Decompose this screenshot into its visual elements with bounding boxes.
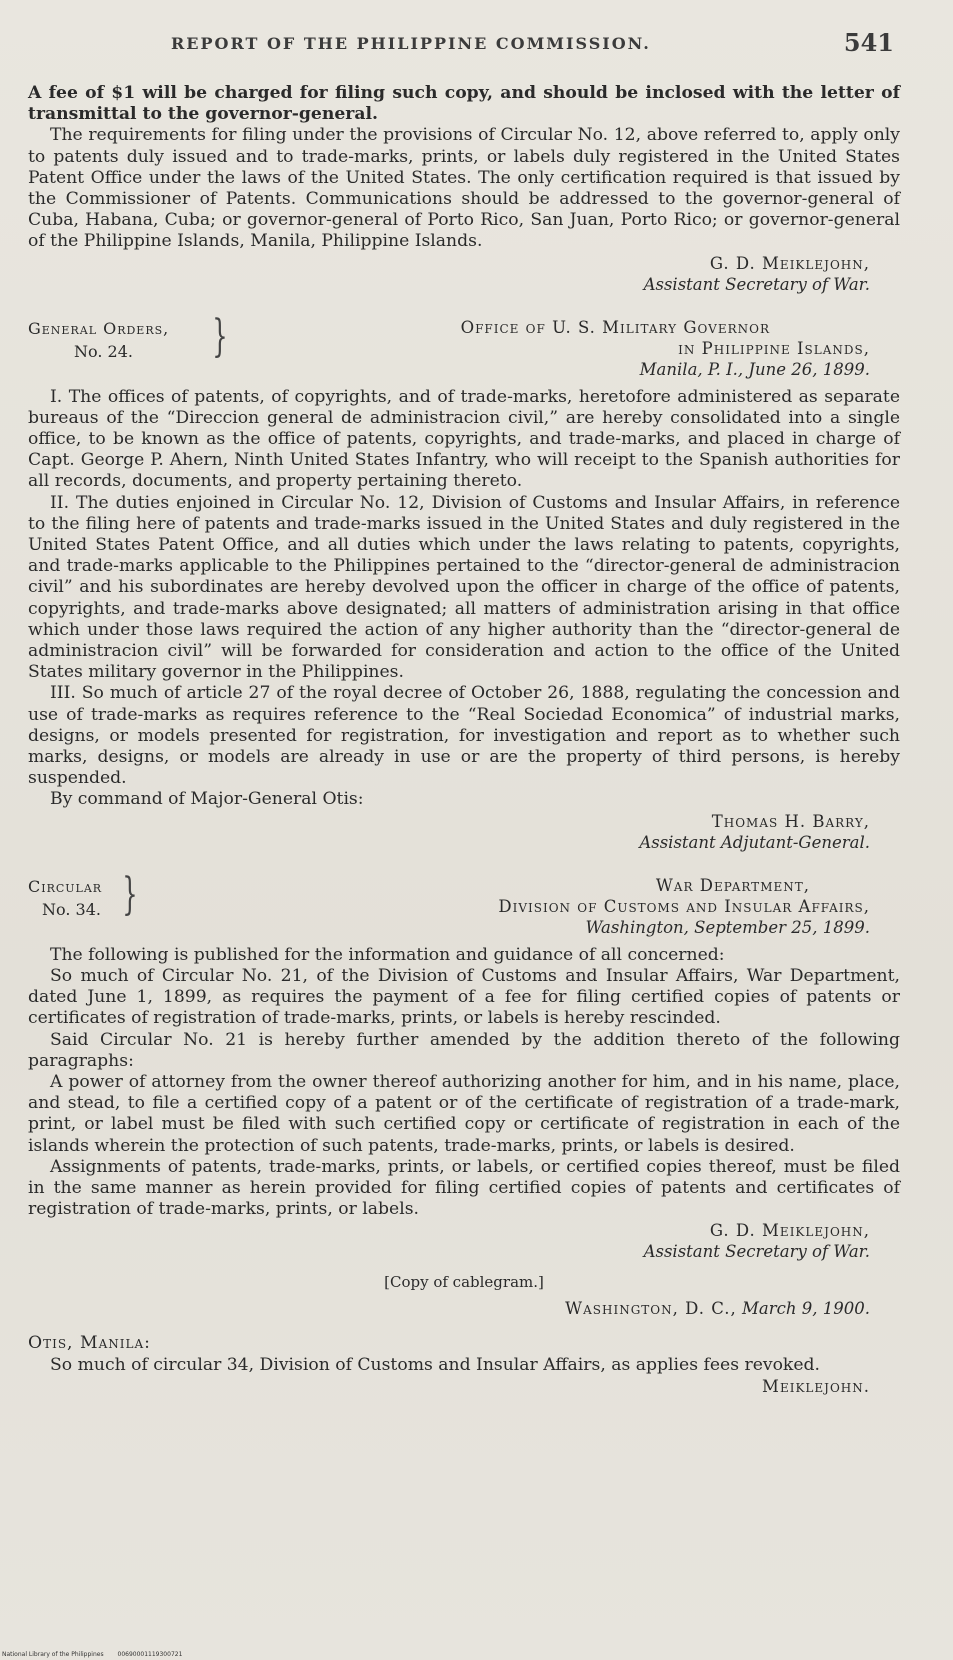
footer-code: 00690001119300721 xyxy=(117,1651,183,1658)
circular-signature-title: Assistant Secretary of War. xyxy=(643,1242,870,1262)
cablegram-date: March 9, 1900. xyxy=(742,1299,870,1319)
circular-signature-name: G. D. Meiklejohn, xyxy=(709,1221,870,1241)
circular-paragraph-5: Assignments of patents, trade-marks, prints, or labels, or certified copies thereof, must be filed in the same manner as herein provided for filing certified copies of patents and certificates of registration of trade-marks, prints, or labels. xyxy=(28,1156,900,1220)
circular-dept-block xyxy=(498,875,870,938)
cablegram-section xyxy=(28,1272,900,1396)
cablegram-message: So much of circular 34, Division of Customs and Insular Affairs, as applies fees revoked. xyxy=(50,1354,820,1375)
circular-paragraph-1: The following is published for the information and guidance of all concerned: xyxy=(50,944,725,965)
order-paragraph-3: III. So much of article 27 of the royal decree of October 26, 1888, regulating the concession and use of trade-marks as requires reference to the “Real Sociedad Economica” of industrial marks, designs, or models presented for registration, for investigation and report as to whether such marks, designs, or models are already in use or are the property of third persons, is hereby suspended. xyxy=(28,683,900,789)
order-label: General Orders, xyxy=(28,318,170,338)
circular-place-date: Washington, September 25, 1899. xyxy=(585,917,870,937)
brace-glyph: } xyxy=(212,310,228,362)
circular-paragraph-3: Said Circular No. 21 is hereby further amended by the addition thereto of the following paragraphs: xyxy=(28,1029,900,1071)
page-header xyxy=(36,28,916,58)
circular-signature-block xyxy=(28,1220,900,1262)
circular-paragraph-4: A power of attorney from the owner thereof authorizing another for him, and in his name, place, and stead, to file a certified copy of a patent or of the certificate of registration of a trade-mark, print, or label must be filed with such certified copy or certificate of registration in each of the islands wherein the protection of such patents, trade-marks, prints, or labels is desired. xyxy=(28,1071,900,1156)
office-line-2: in Philippine Islands, xyxy=(678,338,870,358)
running-head: REPORT OF THE PHILIPPINE COMMISSION. xyxy=(171,34,651,53)
order-number: No. 24. xyxy=(74,341,133,361)
order-paragraph-1: I. The offices of patents, of copyrights, and of trade-marks, heretofore administered as separate bureaus of the “Direccion general de administracion civil,” are hereby consolidated into a single office, to be known as the office of patents, copyrights, and trade-marks, and placed in charge of Capt. George P. Ahern, Ninth United States Infantry, who will receipt to the Spanish authorities for all records, documents, and property pertaining thereto. xyxy=(28,386,900,492)
order-place-date: Manila, P. I., June 26, 1899. xyxy=(639,359,870,379)
footer-library: National Library of the Philippines xyxy=(2,1651,104,1658)
page-number: 541 xyxy=(843,28,894,57)
signature-name: G. D. Meiklejohn, xyxy=(709,253,870,273)
order-signature-title: Assistant Adjutant-General. xyxy=(639,832,870,852)
circular-section xyxy=(28,868,900,1263)
brace-glyph: } xyxy=(122,868,138,920)
requirements-paragraph: The requirements for filing under the provisions of Circular No. 12, above referred to, apply only to patents duly issued and to trade-marks, prints, or labels duly registered in the United States Patent Office under the laws of the United States. The only certification required is that issued by the Commissioner of Patents. Communications should be addressed to the governor-general of Cuba, Habana, Cuba; or governor-general of Porto Rico, San Juan, Porto Rico; or governor-general of the Philippine Islands, Manila, Philippine Islands. xyxy=(28,125,900,252)
circular-number: No. 34. xyxy=(42,899,101,919)
circular-dept: War Department, xyxy=(655,875,810,895)
fee-paragraph: A fee of $1 will be charged for filing such copy, and should be inclosed with the letter of transmittal to the governor-general. xyxy=(28,83,900,125)
cablegram-note: [Copy of cablegram.] xyxy=(384,1273,544,1292)
page-body xyxy=(28,83,900,1397)
scan-footer xyxy=(0,1649,953,1660)
order-paragraph-2: II. The duties enjoined in Circular No. 12, Division of Customs and Insular Affairs, in reference to the filing here of patents and trade-marks issued in the United States and duly registered in the United States Patent Office, and all duties which under the laws relating to patents, copyrights, and trade-marks applicable to the Philippines pertained to the “director-general de administracion civil” and his subordinates are hereby devolved upon the officer in charge of the office of patents, copyrights, and trade-marks above designated; all matters of administration arising in that office which under those laws required the action of any higher authority than the “director-general de administracion civil” will be forwarded for consideration and action to the office of the United States military governor in the Philippines. xyxy=(28,492,900,683)
circular-paragraph-2: So much of Circular No. 21, of the Division of Customs and Insular Affairs, War Department, dated June 1, 1899, as requires the payment of a fee for filing certified copies of patents or certificates of registration of trade-marks, prints, or labels is hereby rescinded. xyxy=(28,965,900,1029)
general-orders-section xyxy=(28,310,900,853)
office-line-1: Office of U. S. Military Governor xyxy=(460,317,770,337)
circular-division: Division of Customs and Insular Affairs, xyxy=(498,896,870,916)
intro-section xyxy=(28,83,900,295)
general-orders-heading xyxy=(28,310,900,387)
cablegram-dateline xyxy=(28,1298,900,1319)
signature-block xyxy=(28,253,900,295)
circular-label-block xyxy=(28,875,102,921)
order-label-block xyxy=(28,317,169,363)
signature-title: Assistant Secretary of War. xyxy=(643,274,870,294)
circular-label: Circular xyxy=(28,876,103,896)
order-signature-block xyxy=(28,811,900,853)
order-office-block xyxy=(461,317,870,380)
cablegram-place: Washington, D. C., xyxy=(565,1299,737,1319)
circular-heading xyxy=(28,868,900,945)
cablegram-signature: Meiklejohn. xyxy=(762,1376,870,1396)
cablegram-addressee: Otis, Manila: xyxy=(28,1333,151,1354)
order-command: By command of Major-General Otis: xyxy=(50,789,364,810)
order-signature-name: Thomas H. Barry, xyxy=(711,811,870,831)
